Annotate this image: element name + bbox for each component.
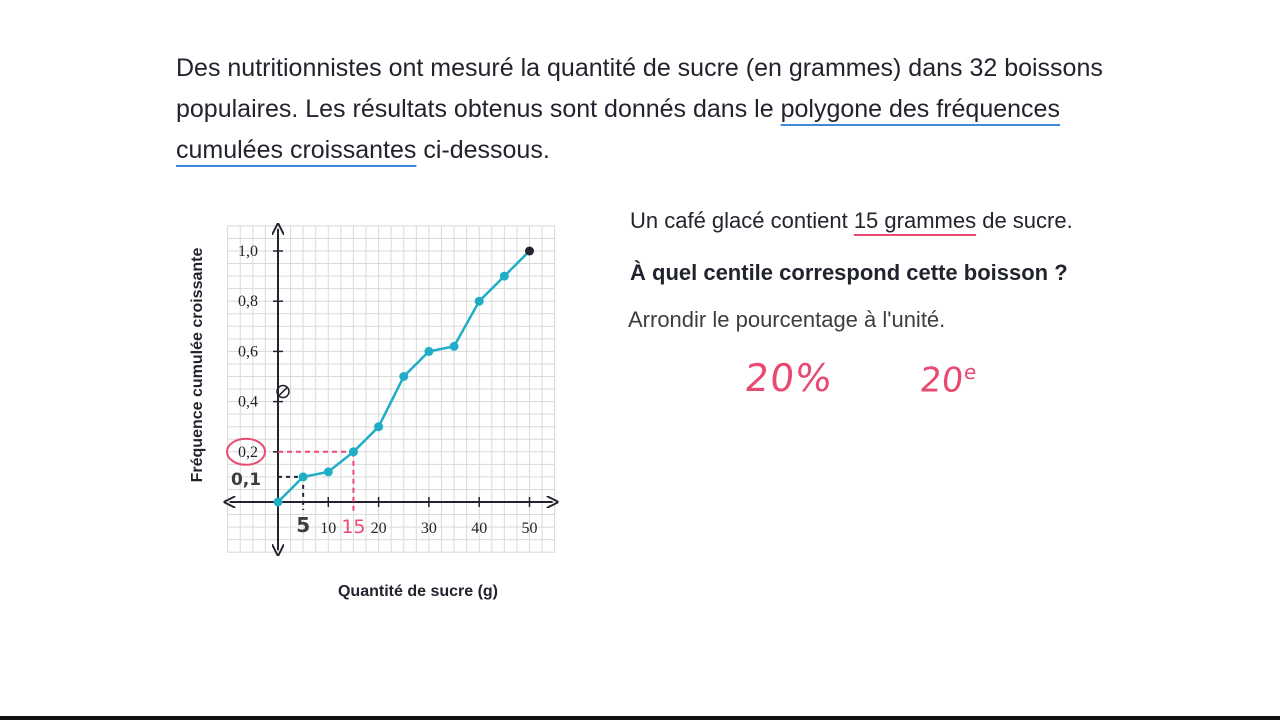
bottom-border — [0, 716, 1280, 720]
problem-text-start: Des nutritionnistes ont mesuré la quantité de sucre (en grammes) dans 32 boissons populaires. Les résultats obtenus sont donnés dans le — [176, 54, 1103, 123]
handwritten-5: 5 — [296, 513, 311, 537]
question-prompt: À quel centile correspond cette boisson ? — [630, 260, 1068, 285]
handwritten-0-1: 0,1 — [230, 469, 262, 490]
data-point — [500, 272, 509, 281]
x-tick-label: 50 — [521, 520, 538, 537]
y-tick-label: 0,6 — [238, 343, 258, 361]
x-tick-label: 20 — [370, 520, 387, 537]
y-tick-label: 0,2 — [238, 443, 258, 461]
data-point — [525, 247, 534, 256]
data-point — [424, 347, 433, 356]
x-tick-label: 40 — [471, 520, 488, 537]
data-point — [475, 297, 484, 306]
x-tick-label: 30 — [420, 520, 437, 537]
y-tick-label: 0,4 — [238, 393, 258, 411]
question-context-end: de sucre. — [976, 208, 1073, 233]
polygon-term: polygone des fréquences cumulées croissantes — [176, 95, 1060, 164]
problem-text-end: ci-dessous. — [416, 136, 550, 164]
y-tick-label: 0,8 — [238, 293, 258, 311]
highlighted-quantity: 15 grammes — [853, 208, 977, 233]
centile-number: 20 — [917, 360, 966, 401]
rounding-instruction: Arrondir le pourcentage à l'unité. — [628, 307, 946, 332]
data-point — [450, 342, 459, 351]
x-axis-label: Quantité de sucre (g) — [337, 583, 499, 600]
handwritten-answer-percent: 20% — [742, 356, 835, 400]
data-point — [324, 467, 333, 476]
handwritten-15: 15 — [341, 516, 366, 538]
y-axis-label: Fréquence cumulée croissante — [189, 247, 206, 483]
handwritten-answer-centile — [918, 360, 978, 400]
y-tick-label: 1,0 — [238, 243, 258, 260]
x-tick-label: 10 — [320, 520, 337, 537]
data-point — [299, 472, 308, 481]
problem-statement — [176, 48, 1116, 171]
cumulative-frequency-chart — [170, 210, 590, 610]
data-point — [374, 422, 383, 431]
data-point — [349, 447, 358, 456]
data-point — [274, 498, 283, 507]
centile-suffix: e — [962, 360, 978, 384]
data-point — [399, 372, 408, 381]
problem-paragraph — [176, 48, 1116, 171]
question-context — [630, 208, 1073, 234]
question-context-start: Un café glacé contient — [630, 208, 854, 233]
